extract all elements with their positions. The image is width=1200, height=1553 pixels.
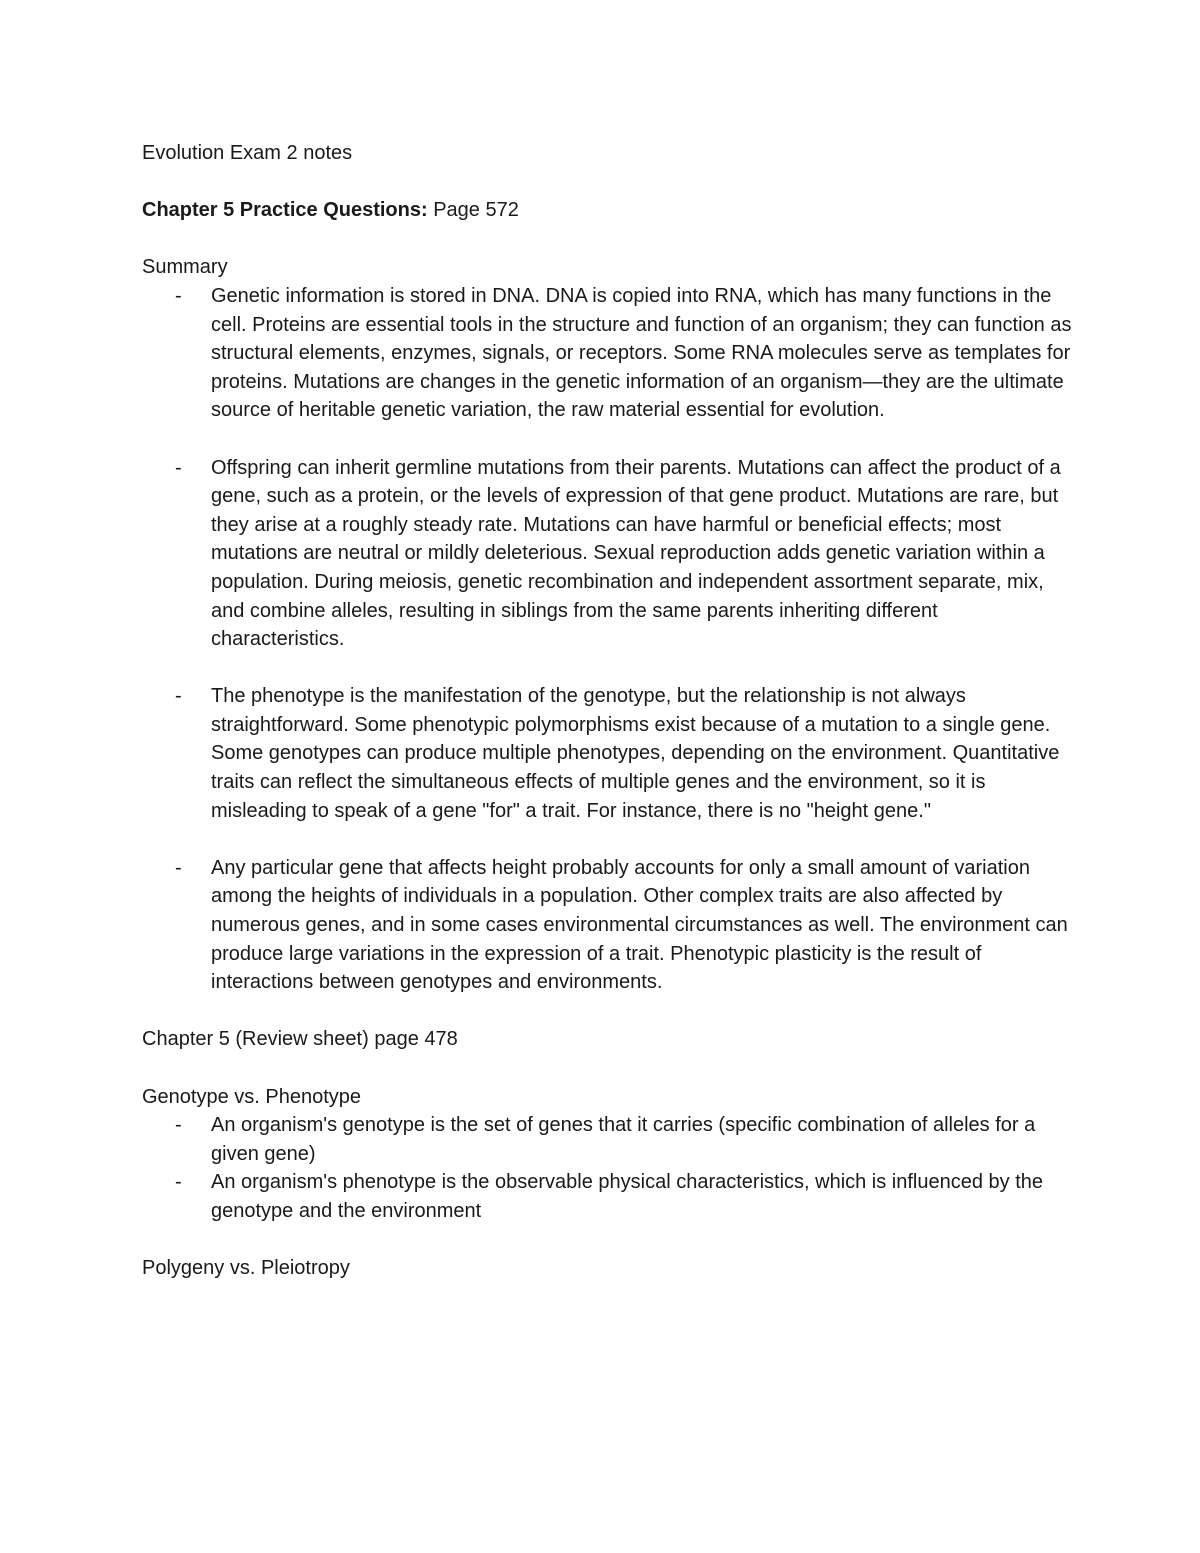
summary-label: Summary bbox=[142, 256, 228, 279]
list-item: - An organism's genotype is the set of genes that it carries (specific combination of alleles for a given gene) bbox=[142, 1111, 1072, 1168]
list-item: - Genetic information is stored in DNA. DNA is copied into RNA, which has many functions in the cell. Proteins are essential tools in the structure and function of an organism; they can function as structural elements, enzymes, signals, or receptors. Some RNA molecules serve as templates for proteins. Mutations are changes in the genetic information of an organism—they are the ultimate source of heritable genetic variation, the raw material essential for evolution. bbox=[142, 282, 1072, 425]
list-item: - Any particular gene that affects height probably accounts for only a small amount of variation among the heights of individuals in a population. Other complex traits are also affected by numerous genes, and in some cases environmental circumstances as well. The environment can produce large variations in the expression of a trait. Phenotypic plasticity is the result of interactions between genotypes and environments. bbox=[142, 854, 1072, 997]
list-item: - Offspring can inherit germline mutations from their parents. Mutations can affect the product of a gene, such as a protein, or the levels of expression of that gene product. Mutations are rare, but they arise at a roughly steady rate. Mutations can have harmful or beneficial effects; most mutations are neutral or mildly deleterious. Sexual reproduction adds genetic variation within a population. During meiosis, genetic recombination and independent assortment separate, mix, and combine alleles, resulting in siblings from the same parents inheriting different characteristics. bbox=[142, 454, 1072, 654]
chapter-heading bbox=[142, 196, 1072, 225]
document-title: Evolution Exam 2 notes bbox=[142, 142, 353, 164]
genotype-phenotype-label: Genotype vs. Phenotype bbox=[142, 1085, 362, 1108]
list-item: - An organism's phenotype is the observable physical characteristics, which is influenced by the genotype and the environment bbox=[142, 1168, 1072, 1225]
document-body bbox=[142, 139, 1072, 1283]
chapter-heading-bold: Chapter 5 Practice Questions: bbox=[142, 199, 428, 222]
polygeny-pleiotropy-label: Polygeny vs. Pleiotropy bbox=[142, 1257, 350, 1280]
chapter-heading-page: Page 572 bbox=[427, 199, 519, 222]
genotype-phenotype-list bbox=[142, 1111, 1072, 1225]
review-sheet-heading: Chapter 5 (Review sheet) page 478 bbox=[142, 1028, 458, 1051]
list-item: - The phenotype is the manifestation of the genotype, but the relationship is not always straightforward. Some phenotypic polymorphisms exist because of a mutation to a single gene. Some genotypes can produce multiple phenotypes, depending on the environment. Quantitative traits can reflect the simultaneous effects of multiple genes and the environment, so it is misleading to speak of a gene "for" a trait. For instance, there is no "height gene." bbox=[142, 682, 1072, 825]
summary-list bbox=[142, 282, 1072, 997]
